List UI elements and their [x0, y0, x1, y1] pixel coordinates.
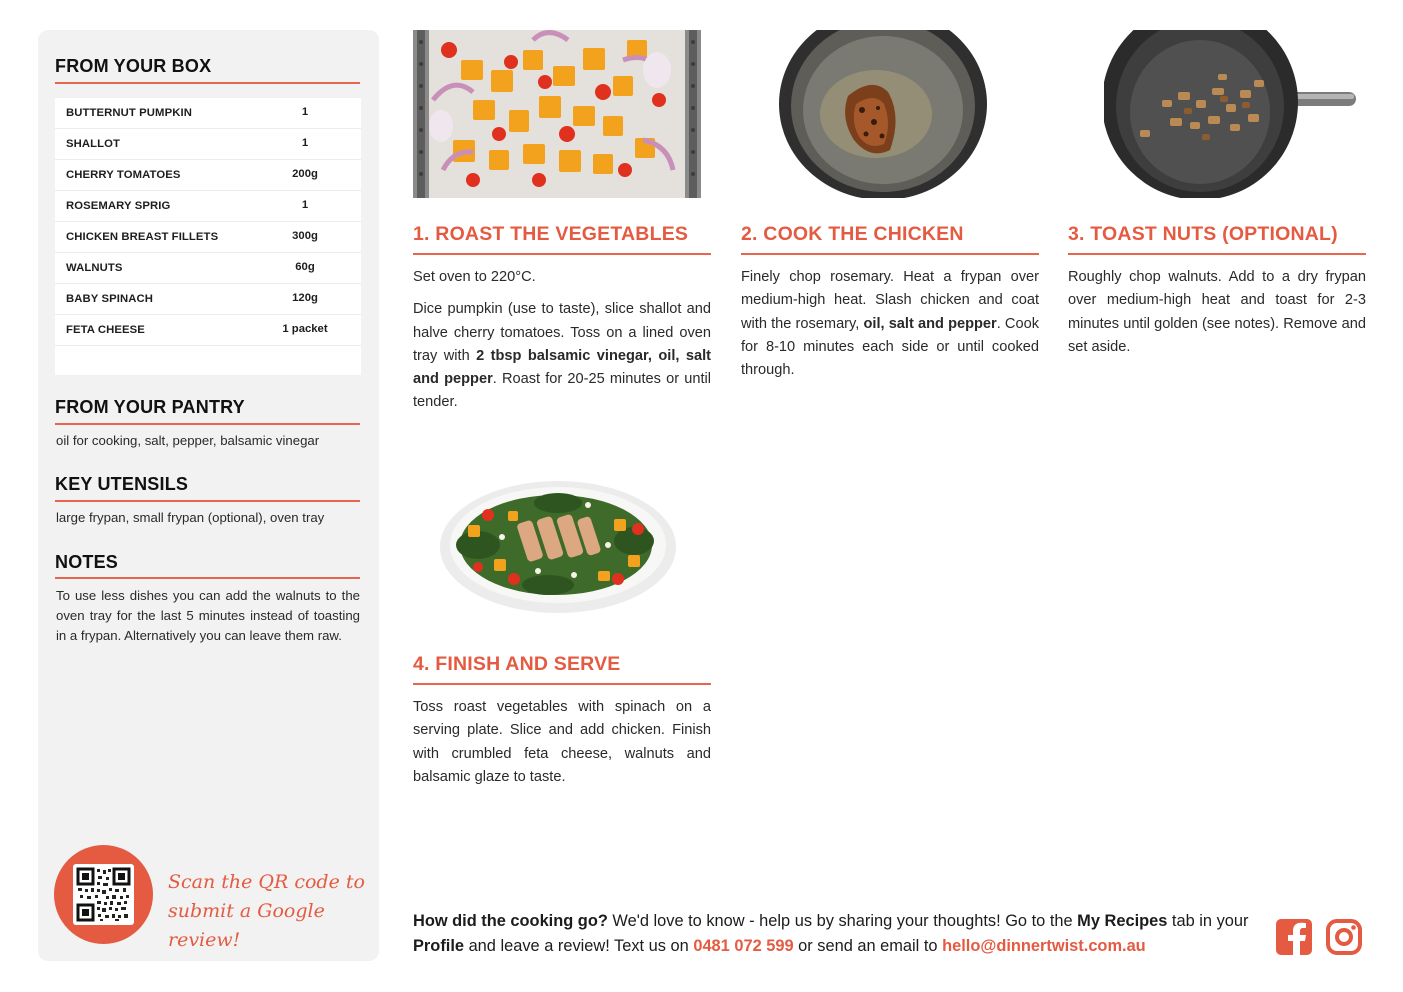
- step-1-bold: 2 tbsp balsamic vinegar, oil, salt and pepper: [413, 347, 712, 388]
- step-3-body: [1068, 266, 1366, 368]
- ingredient-name: CHERRY TOMATOES: [66, 169, 181, 181]
- heading-rule: [55, 423, 360, 425]
- step-2-text-a: Finely chop rosemary. Heat a frypan over medium-high heat. Slash chicken and coat with the rosemary,: [741, 269, 1039, 332]
- utensils-heading: KEY UTENSILS: [55, 474, 189, 494]
- ingredient-row: [55, 222, 361, 253]
- ingredient-name: FETA CHEESE: [66, 324, 145, 336]
- step-rule: [413, 253, 711, 255]
- footer-text-2: tab in your: [1167, 912, 1249, 930]
- ingredient-name: BABY SPINACH: [66, 293, 153, 305]
- finish-serve-photo: [438, 475, 678, 615]
- ingredient-row: [55, 315, 361, 346]
- roast-vegetables-photo: [413, 30, 701, 198]
- step-2-text-c: . Cook for 8-10 minutes each side or until cooked through.: [741, 315, 1039, 379]
- qr-note-line2: submit a Google review!: [168, 900, 325, 951]
- ingredient-row: [55, 253, 361, 284]
- footer-text-3: and leave a review! Text us on: [464, 937, 694, 955]
- step-1-text-c: . Roast for 20-25 minutes or until tender.: [413, 371, 711, 411]
- footer-text-1: We'd love to know - help us by sharing your thoughts! Go to the: [607, 912, 1078, 930]
- qr-code-icon: [73, 864, 134, 925]
- my-recipes-label: My Recipes: [1077, 912, 1168, 930]
- footer-text-4: or send an email to: [793, 937, 943, 955]
- ingredient-name: CHICKEN BREAST FILLETS: [66, 231, 219, 243]
- step-3-instructions: Roughly chop walnuts. Add to a dry frypan over medium-high heat and toast for 2-3 minutes until golden (see notes). Remove and set aside.: [1068, 269, 1366, 355]
- step-1-text-a: Dice pumpkin (use to taste), slice shallot and halve cherry tomatoes. Toss on a lined oven tray with: [413, 301, 711, 364]
- ingredient-qty: 300g: [292, 230, 318, 242]
- ingredient-row: [55, 284, 361, 315]
- heading-rule: [55, 500, 360, 502]
- toast-nuts-photo: [1104, 30, 1356, 198]
- ingredient-row: [55, 98, 361, 129]
- ingredient-qty: 1 packet: [282, 323, 328, 335]
- footer-question: How did the cooking go?: [413, 912, 608, 930]
- ingredient-qty: 200g: [292, 168, 318, 180]
- step-rule: [413, 683, 711, 685]
- cook-chicken-photo: [778, 30, 988, 198]
- ingredient-name: WALNUTS: [66, 262, 123, 274]
- step-rule: [1068, 253, 1366, 255]
- step-2-instructions: [741, 266, 1039, 382]
- feedback-footer: [413, 909, 1268, 959]
- qr-review-note: [168, 868, 368, 955]
- ingredient-row: [55, 129, 361, 160]
- ingredients-sidebar: [38, 30, 379, 961]
- step-4-title: 4. FINISH AND SERVE: [413, 653, 621, 675]
- facebook-link[interactable]: [1275, 918, 1313, 956]
- step-3-title: 3. TOAST NUTS (OPTIONAL): [1068, 223, 1338, 245]
- qr-code[interactable]: [73, 864, 134, 925]
- facebook-icon: [1275, 918, 1313, 956]
- step-1-oven: Set oven to 220°C.: [413, 269, 536, 285]
- notes-text: To use less dishes you can add the walnuts to the oven tray for the last 5 minutes instead of toasting in a frypan. Alternatively you can leave them raw.: [56, 588, 360, 643]
- step-4-body: [413, 696, 711, 798]
- email-link[interactable]: hello@dinnertwist.com.au: [942, 937, 1146, 955]
- qr-note-line1: Scan the QR code to: [168, 871, 365, 893]
- ingredient-name: BUTTERNUT PUMPKIN: [66, 107, 192, 119]
- ingredient-qty: 1: [301, 137, 309, 149]
- ingredient-qty: 60g: [295, 261, 315, 273]
- pantry-heading: FROM YOUR PANTRY: [55, 397, 245, 417]
- ingredient-row: [55, 191, 361, 222]
- from-your-box-heading: FROM YOUR BOX: [55, 56, 212, 76]
- ingredient-table: [55, 98, 361, 375]
- step-4-instructions: Toss roast vegetables with spinach on a serving plate. Slice and add chicken. Finish with crumbled feta cheese, walnuts and balsamic glaze to taste.: [413, 699, 711, 785]
- heading-rule: [55, 577, 360, 579]
- phone-number[interactable]: 0481 072 599: [693, 937, 794, 955]
- qr-badge: [54, 845, 153, 944]
- ingredient-name: SHALLOT: [66, 138, 121, 150]
- step-2-body: [741, 266, 1039, 391]
- profile-label: Profile: [413, 937, 465, 955]
- ingredient-qty: 120g: [292, 292, 318, 304]
- step-1-title: 1. ROAST THE VEGETABLES: [413, 223, 689, 245]
- step-1-body: [413, 266, 711, 424]
- step-2-bold: oil, salt and pepper: [863, 315, 997, 332]
- pantry-text: oil for cooking, salt, pepper, balsamic vinegar: [56, 433, 320, 448]
- ingredient-qty: 1: [301, 199, 309, 211]
- ingredient-name: ROSEMARY SPRIG: [66, 200, 171, 212]
- instagram-icon: [1325, 918, 1363, 956]
- step-2-title: 2. COOK THE CHICKEN: [741, 223, 964, 245]
- ingredient-qty: 1: [301, 106, 309, 118]
- step-rule: [741, 253, 1039, 255]
- heading-rule: [55, 82, 360, 84]
- step-1-instructions: [413, 298, 711, 414]
- instagram-link[interactable]: [1325, 918, 1363, 956]
- ingredient-row: [55, 160, 361, 191]
- utensils-text: large frypan, small frypan (optional), oven tray: [56, 510, 325, 525]
- notes-heading: NOTES: [55, 552, 119, 572]
